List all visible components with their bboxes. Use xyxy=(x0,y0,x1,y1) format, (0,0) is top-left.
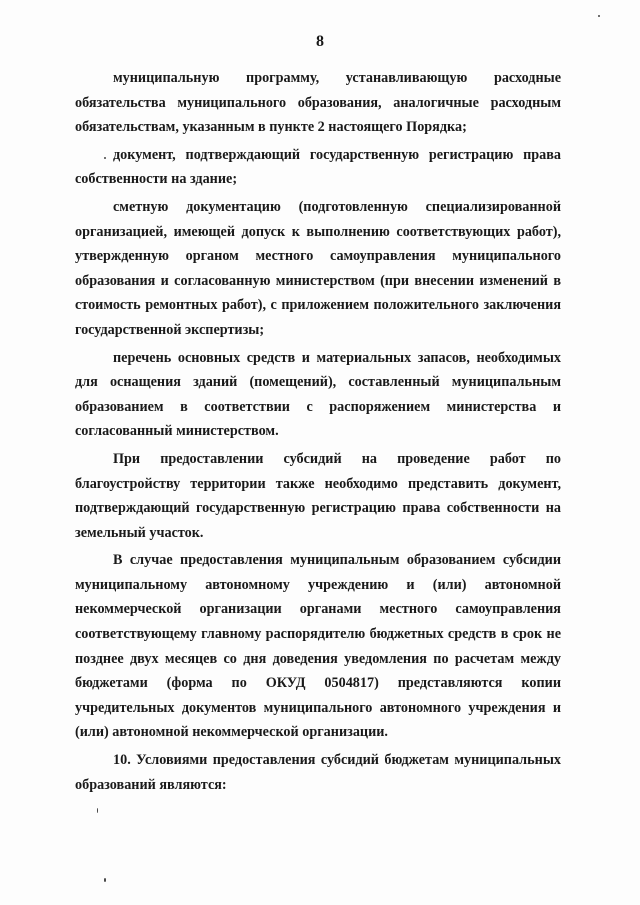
paragraph-municipal-program: муниципальную программу, устанавливающую расходные обязательства муниципального образования, аналогичные расходным обязательствам, указанным в пункте 2 настоящего Порядка; xyxy=(75,70,561,136)
scan-speck xyxy=(104,157,106,159)
paragraph-subsidy-conditions: 10. Условиями предоставления субсидий бюджетам муниципальных образований являются: xyxy=(75,752,561,793)
scan-speck xyxy=(598,15,600,17)
page-number: 8 xyxy=(316,33,324,50)
paragraph-building-registration: документ, подтверждающий государственную регистрацию права собственности на здание; xyxy=(75,146,561,188)
scan-speck xyxy=(104,878,106,882)
paragraph-estimate-documentation: сметную документацию (подготовленную специализированной организацией, имеющей допуск к выполнению соответствующих работ), утвержденную органом местного самоуправления муниципального образования и согласованную министерством (при внесении изменений в стоимость ремонтных работ), с приложением положительного заключения государственной экспертизы; xyxy=(75,198,561,338)
scan-speck xyxy=(97,808,98,813)
document-body xyxy=(75,66,561,797)
paragraph-autonomous-institution: В случае предоставления муниципальным образованием субсидии муниципальному автономному учреждению и (или) автономной некоммерческой организации органами местного самоуправления соответствующему главному распорядителю бюджетных средств в срок не позднее двух месяцев со дня доведения уведомления по расчетам между бюджетами (форма по ОКУД 0504817) представляются копии учредительных документов муниципального автономного учреждения и (или) автономной некоммерческой организации. xyxy=(75,552,561,741)
paragraph-fixed-assets-list: перечень основных средств и материальных запасов, необходимых для оснащения зданий (помещений), составленный муниципальным образованием в соответствии с распоряжением министерства и согласованный министерством. xyxy=(75,349,561,440)
paragraph-land-improvement: При предоставлении субсидий на проведение работ по благоустройству территории также необходимо представить документ, подтверждающий государственную регистрацию права собственности на земельный участок. xyxy=(75,450,561,541)
